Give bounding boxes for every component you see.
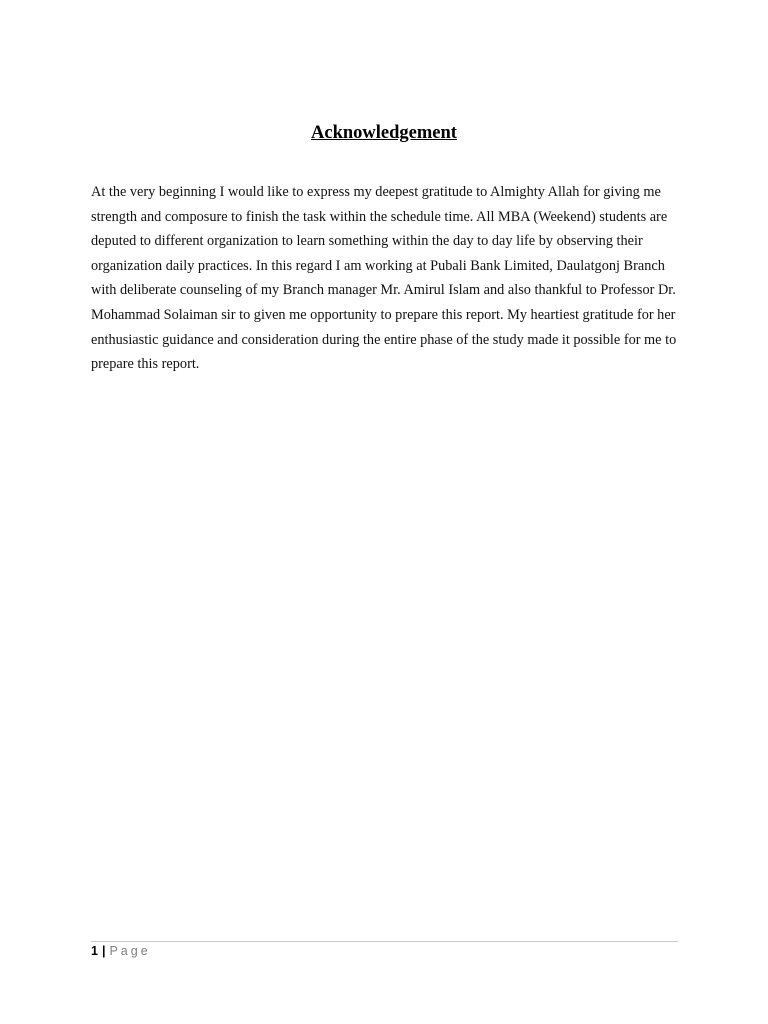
body-paragraph: At the very beginning I would like to express my deepest gratitude to Almighty Allah for giving me strength and composure to finish the task within the schedule time. All MBA (Weekend) students are deputed to different organization to learn something within the day to day life by observing their organization daily practices. In this regard I am working at Pubali Bank Limited, Daulatgonj Branch with deliberate counseling of my Branch manager Mr. Amirul Islam and also thankful to Professor Dr. Mohammad Solaiman sir to given me opportunity to prepare this report. My heartiest gratitude for her enthusiastic guidance and consideration during the entire phase of the study made it possible for me to prepare this report. [91,184,677,373]
page-footer [91,942,151,960]
footer-divider [91,941,678,942]
page-number: 1 [91,944,98,958]
page-label: Page [109,944,151,958]
page-separator: | [101,944,106,958]
page-title: Acknowledgement [311,123,457,143]
